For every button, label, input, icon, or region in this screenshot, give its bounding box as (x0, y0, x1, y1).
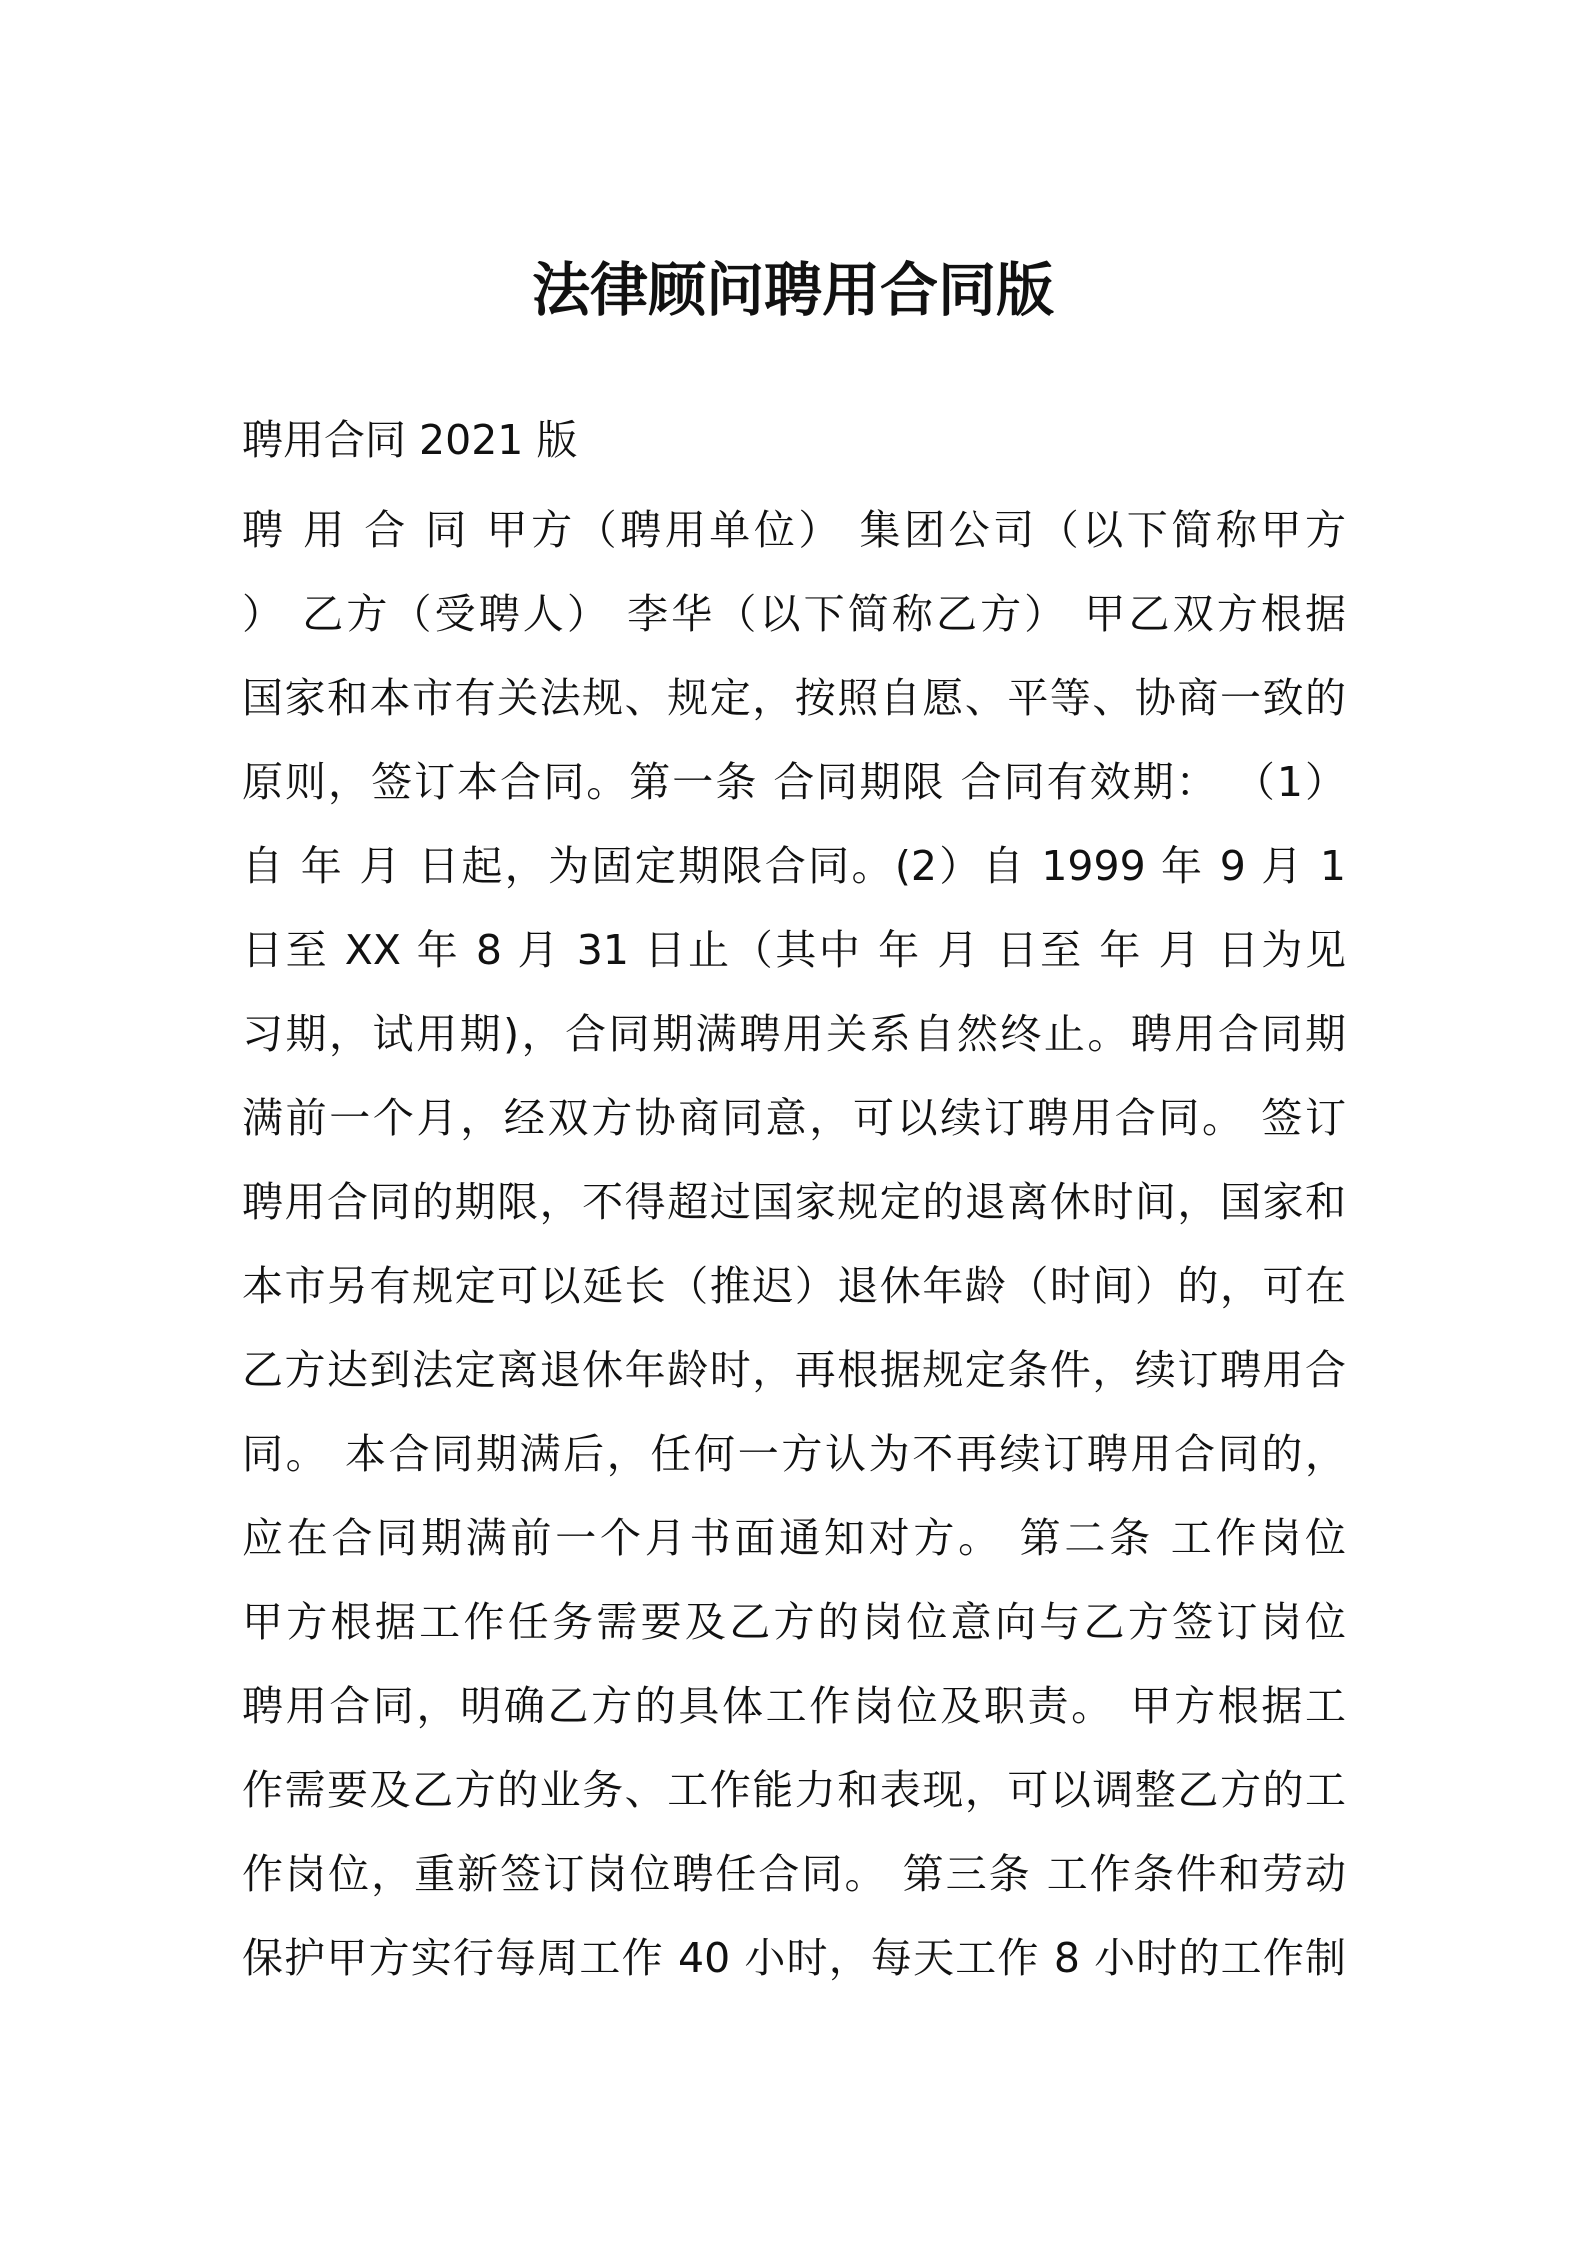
body-line: 应在合同期满前一个月书面通知对方。 第二条 工作岗位 (242, 1514, 1346, 1562)
body-line: 保护甲方实行每周工作 40 小时，每天工作 8 小时的工作制 (242, 1934, 1346, 1982)
document-title: 法律顾问聘用合同版 (531, 256, 1054, 324)
body-line: 国家和本市有关法规、规定，按照自愿、平等、协商一致的 (242, 674, 1346, 722)
body-line: 同。 本合同期满后，任何一方认为不再续订聘用合同的， (242, 1430, 1346, 1478)
body-line: 满前一个月，经双方协商同意，可以续订聘用合同。 签订 (242, 1094, 1346, 1142)
body-line: 本市另有规定可以延长（推迟）退休年龄（时间）的，可在 (242, 1262, 1346, 1310)
body-line: 乙方达到法定离退休年龄时，再根据规定条件，续订聘用合 (242, 1346, 1346, 1394)
body-line: 作需要及乙方的业务、工作能力和表现，可以调整乙方的工 (242, 1766, 1346, 1814)
body-line: 聘用合同的期限，不得超过国家规定的退离休时间，国家和 (242, 1178, 1346, 1226)
body-line: 聘 用 合 同 甲方（聘用单位） 集团公司（以下简称甲方 (242, 506, 1346, 554)
body-line: ） 乙方（受聘人） 李华（以下简称乙方） 甲乙双方根据 (242, 590, 1346, 638)
body-line: 原则，签订本合同。第一条 合同期限 合同有效期： （1） (242, 758, 1346, 806)
body-line: 自 年 月 日起，为固定期限合同。(2）自 1999 年 9 月 1 (242, 842, 1346, 890)
body-line: 甲方根据工作任务需要及乙方的岗位意向与乙方签订岗位 (242, 1598, 1346, 1646)
body-line: 聘用合同，明确乙方的具体工作岗位及职责。 甲方根据工 (242, 1682, 1346, 1730)
document-body (242, 488, 1346, 2000)
body-line: 作岗位，重新签订岗位聘任合同。 第三条 工作条件和劳动 (242, 1850, 1346, 1898)
body-line: 习期，试用期)，合同期满聘用关系自然终止。聘用合同期 (242, 1010, 1346, 1058)
document-subtitle: 聘用合同 2021 版 (242, 416, 578, 464)
body-line: 日至 XX 年 8 月 31 日止（其中 年 月 日至 年 月 日为见 (242, 926, 1346, 974)
